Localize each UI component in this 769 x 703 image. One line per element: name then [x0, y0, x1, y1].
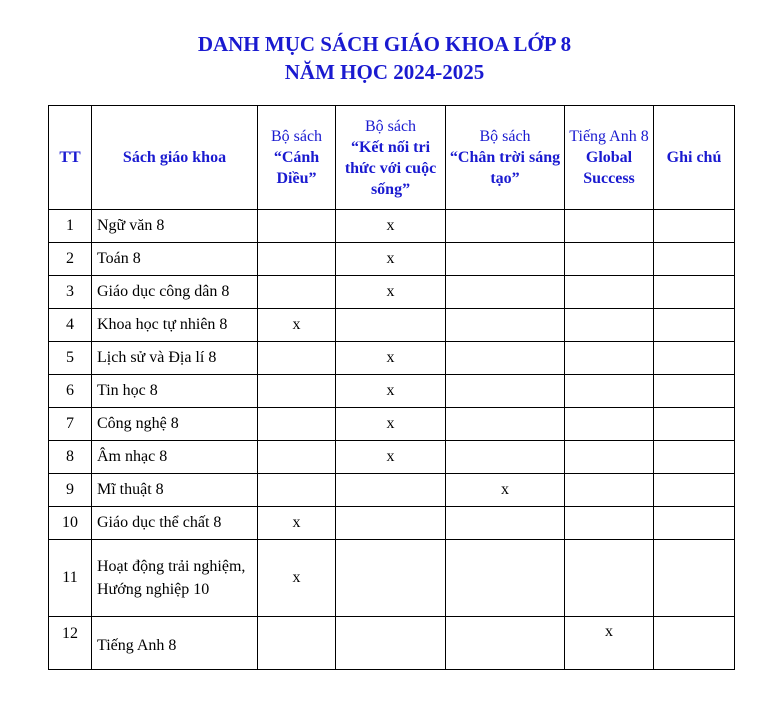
note-cell — [654, 540, 735, 617]
book-name: Tiếng Anh 8 — [92, 617, 258, 670]
mark-tieng-anh — [565, 276, 654, 309]
mark-ket-noi: x — [336, 441, 446, 474]
mark-chan-troi — [446, 540, 565, 617]
header-book: Sách giáo khoa — [92, 106, 258, 210]
row-number: 4 — [49, 309, 92, 342]
document-subtitle: NĂM HỌC 2024-2025 — [284, 60, 485, 84]
row-number: 1 — [49, 210, 92, 243]
book-name: Giáo dục công dân 8 — [92, 276, 258, 309]
header-ket-noi: Bộ sách “Kết nối tri thức với cuộc sống” — [336, 106, 446, 210]
mark-chan-troi — [446, 375, 565, 408]
table-row — [49, 617, 735, 670]
book-name: Công nghệ 8 — [92, 408, 258, 441]
row-number: 12 — [49, 617, 92, 670]
note-cell — [654, 408, 735, 441]
mark-tieng-anh — [565, 243, 654, 276]
mark-canh-dieu — [258, 210, 336, 243]
mark-ket-noi: x — [336, 276, 446, 309]
row-number: 11 — [49, 540, 92, 617]
table-row — [49, 375, 735, 408]
note-cell — [654, 276, 735, 309]
mark-ket-noi — [336, 617, 446, 670]
mark-canh-dieu: x — [258, 540, 336, 617]
note-cell — [654, 507, 735, 540]
table-row — [49, 474, 735, 507]
row-number: 5 — [49, 342, 92, 375]
mark-ket-noi: x — [336, 408, 446, 441]
note-cell — [654, 375, 735, 408]
mark-tieng-anh — [565, 210, 654, 243]
mark-chan-troi — [446, 309, 565, 342]
row-number: 9 — [49, 474, 92, 507]
note-cell — [654, 474, 735, 507]
row-number: 7 — [49, 408, 92, 441]
table-row — [49, 210, 735, 243]
mark-canh-dieu — [258, 276, 336, 309]
mark-chan-troi — [446, 210, 565, 243]
table-row — [49, 507, 735, 540]
table-row — [49, 540, 735, 617]
mark-canh-dieu — [258, 342, 336, 375]
table-row — [49, 441, 735, 474]
mark-canh-dieu: x — [258, 507, 336, 540]
mark-tieng-anh — [565, 474, 654, 507]
mark-canh-dieu — [258, 441, 336, 474]
mark-tieng-anh — [565, 408, 654, 441]
book-name: Mĩ thuật 8 — [92, 474, 258, 507]
mark-canh-dieu — [258, 408, 336, 441]
mark-ket-noi — [336, 507, 446, 540]
mark-canh-dieu: x — [258, 309, 336, 342]
mark-tieng-anh — [565, 441, 654, 474]
mark-canh-dieu — [258, 474, 336, 507]
mark-tieng-anh: x — [565, 617, 654, 670]
table-row — [49, 408, 735, 441]
header-tieng-anh: Tiếng Anh 8 Global Success — [565, 106, 654, 210]
note-cell — [654, 617, 735, 670]
note-cell — [654, 441, 735, 474]
row-number: 6 — [49, 375, 92, 408]
table-row — [49, 309, 735, 342]
row-number: 10 — [49, 507, 92, 540]
mark-tieng-anh — [565, 342, 654, 375]
mark-tieng-anh — [565, 375, 654, 408]
textbook-table — [48, 105, 735, 670]
book-name: Âm nhạc 8 — [92, 441, 258, 474]
document-title: DANH MỤC SÁCH GIÁO KHOA LỚP 8 — [197, 32, 572, 56]
book-name: Khoa học tự nhiên 8 — [92, 309, 258, 342]
note-cell — [654, 342, 735, 375]
mark-chan-troi — [446, 507, 565, 540]
book-name: Giáo dục thể chất 8 — [92, 507, 258, 540]
note-cell — [654, 309, 735, 342]
mark-tieng-anh — [565, 507, 654, 540]
mark-tieng-anh — [565, 540, 654, 617]
mark-chan-troi — [446, 617, 565, 670]
header-tt: TT — [49, 106, 92, 210]
row-number: 3 — [49, 276, 92, 309]
table-row — [49, 342, 735, 375]
mark-ket-noi: x — [336, 210, 446, 243]
table-row — [49, 243, 735, 276]
note-cell — [654, 243, 735, 276]
book-name: Ngữ văn 8 — [92, 210, 258, 243]
header-canh-dieu: Bộ sách “Cánh Diều” — [258, 106, 336, 210]
mark-ket-noi — [336, 540, 446, 617]
mark-tieng-anh — [565, 309, 654, 342]
header-row — [49, 106, 735, 210]
header-chan-troi: Bộ sách “Chân trời sáng tạo” — [446, 106, 565, 210]
book-name: Lịch sử và Địa lí 8 — [92, 342, 258, 375]
mark-ket-noi: x — [336, 342, 446, 375]
mark-chan-troi — [446, 276, 565, 309]
mark-canh-dieu — [258, 375, 336, 408]
mark-canh-dieu — [258, 243, 336, 276]
mark-canh-dieu — [258, 617, 336, 670]
header-ghi-chu: Ghi chú — [654, 106, 735, 210]
book-name: Hoạt động trải nghiệm, Hướng nghiệp 10 — [92, 540, 258, 617]
mark-chan-troi: x — [446, 474, 565, 507]
row-number: 2 — [49, 243, 92, 276]
mark-chan-troi — [446, 243, 565, 276]
book-name: Toán 8 — [92, 243, 258, 276]
mark-ket-noi: x — [336, 243, 446, 276]
table-row — [49, 276, 735, 309]
mark-ket-noi — [336, 474, 446, 507]
book-name: Tin học 8 — [92, 375, 258, 408]
mark-chan-troi — [446, 408, 565, 441]
mark-chan-troi — [446, 342, 565, 375]
mark-chan-troi — [446, 441, 565, 474]
note-cell — [654, 210, 735, 243]
mark-ket-noi — [336, 309, 446, 342]
row-number: 8 — [49, 441, 92, 474]
mark-ket-noi: x — [336, 375, 446, 408]
